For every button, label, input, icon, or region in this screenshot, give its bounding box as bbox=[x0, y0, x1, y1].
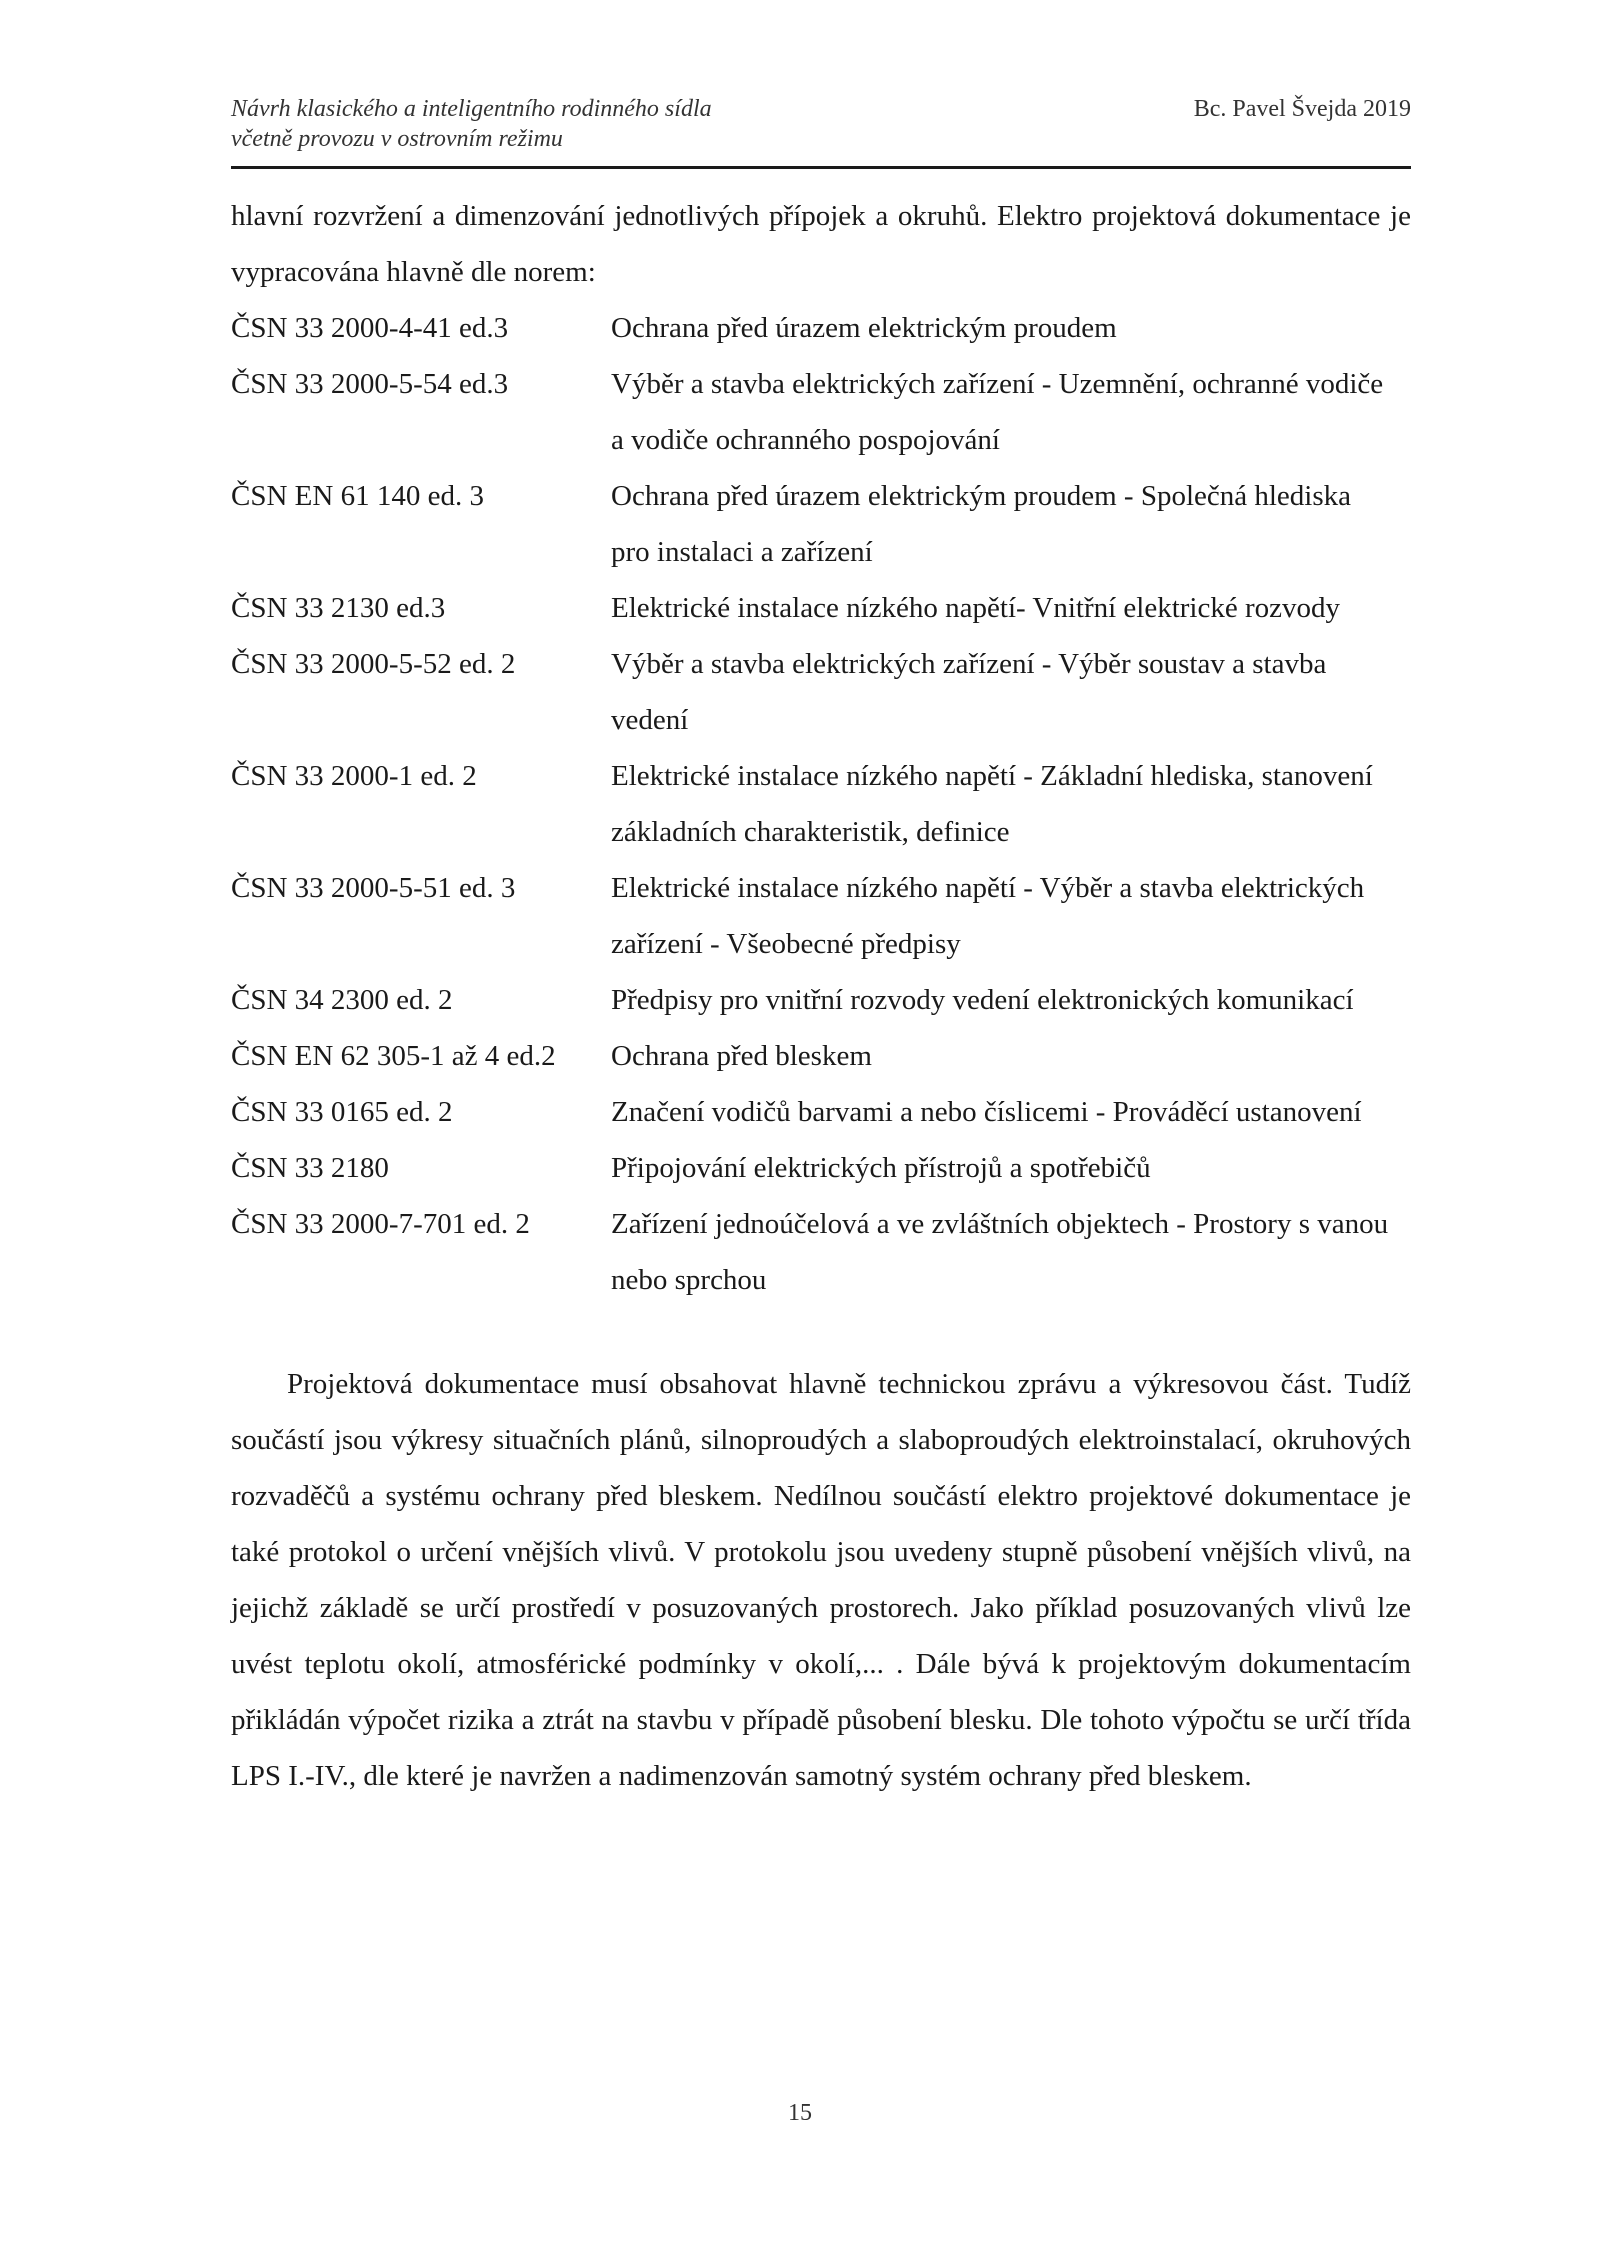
body-paragraph: Projektová dokumentace musí obsahovat hlavně technickou zprávu a výkresovou část. Tudíž součástí jsou výkresy situačních plánů, silnoproudých a slaboproudých elektroinstalací, okruhových rozvaděčů a systému ochrany před bleskem. Nedílnou součástí elektro projektové dokumentace je také protokol o určení vnějších vlivů. V protokolu jsou uvedeny stupně působení vnějších vlivů, na jejichž základě se určí prostředí v posuzovaných prostorech. Jako příklad posuzovaných vlivů lze uvést teplotu okolí, atmosférické podmínky v okolí,... . Dále bývá k projektovým dokumentacím přikládán výpočet rizika a ztrát na stavbu v případě působení blesku. Dle tohoto výpočtu se určí třída LPS I.-IV., dle které je navržen a nadimenzován samotný systém ochrany před bleskem. bbox=[231, 1368, 1411, 1792]
standard-code: ČSN 33 2130 ed.3 bbox=[231, 592, 446, 624]
standard-title: Předpisy pro vnitřní rozvody vedení elektronických komunikací bbox=[611, 984, 1354, 1016]
document-title-line-1: Návrh klasického a inteligentního rodinného sídla bbox=[231, 96, 712, 122]
standard-row bbox=[231, 356, 1411, 468]
author-year: Bc. Pavel Švejda 2019 bbox=[1193, 96, 1411, 122]
standard-row bbox=[231, 468, 1411, 580]
page-header bbox=[231, 94, 1411, 169]
standard-code: ČSN 33 2000-7-701 ed. 2 bbox=[231, 1208, 530, 1240]
standard-title: Ochrana před úrazem elektrickým proudem - Společná hlediska pro instalaci a zařízení bbox=[611, 480, 1352, 568]
standard-code: ČSN 33 0165 ed. 2 bbox=[231, 1096, 453, 1128]
document-title bbox=[231, 94, 712, 154]
standard-title: Značení vodičů barvami a nebo číslicemi - Prováděcí ustanovení bbox=[611, 1096, 1362, 1128]
standard-row bbox=[231, 860, 1411, 972]
standard-title: Elektrické instalace nízkého napětí - Základní hlediska, stanovení základních charakteristik, definice bbox=[611, 760, 1373, 848]
standard-code: ČSN EN 61 140 ed. 3 bbox=[231, 480, 484, 512]
standard-title: Elektrické instalace nízkého napětí- Vnitřní elektrické rozvody bbox=[611, 592, 1341, 624]
standard-title: Ochrana před bleskem bbox=[611, 1040, 872, 1072]
standard-title: Ochrana před úrazem elektrickým proudem bbox=[611, 312, 1117, 344]
standard-title: Výběr a stavba elektrických zařízení - Uzemnění, ochranné vodiče a vodiče ochranného pospojování bbox=[611, 368, 1384, 456]
standards-list bbox=[231, 300, 1411, 1308]
page-body bbox=[231, 188, 1411, 1804]
standard-code: ČSN EN 62 305-1 až 4 ed.2 bbox=[231, 1040, 556, 1072]
standard-code: ČSN 34 2300 ed. 2 bbox=[231, 984, 453, 1016]
standard-row bbox=[231, 300, 1411, 356]
standard-row bbox=[231, 1140, 1411, 1196]
page-number: 15 bbox=[788, 2100, 812, 2126]
standard-title: Výběr a stavba elektrických zařízení - Výběr soustav a stavba vedení bbox=[611, 648, 1327, 736]
standard-code: ČSN 33 2180 bbox=[231, 1152, 389, 1184]
standard-row bbox=[231, 1084, 1411, 1140]
standard-code: ČSN 33 2000-5-52 ed. 2 bbox=[231, 648, 516, 680]
standard-row bbox=[231, 972, 1411, 1028]
standard-row bbox=[231, 580, 1411, 636]
document-title-line-2: včetně provozu v ostrovním režimu bbox=[231, 126, 563, 152]
standard-row bbox=[231, 1196, 1411, 1308]
standard-title: Zařízení jednoúčelová a ve zvláštních objektech - Prostory s vanou nebo sprchou bbox=[611, 1208, 1389, 1296]
intro-paragraph: hlavní rozvržení a dimenzování jednotlivých přípojek a okruhů. Elektro projektová dokumentace je vypracována hlavně dle norem: bbox=[231, 200, 1411, 288]
standard-title: Připojování elektrických přístrojů a spotřebičů bbox=[611, 1152, 1151, 1184]
standard-code: ČSN 33 2000-5-54 ed.3 bbox=[231, 368, 509, 400]
standard-row bbox=[231, 748, 1411, 860]
standard-row bbox=[231, 636, 1411, 748]
standard-code: ČSN 33 2000-1 ed. 2 bbox=[231, 760, 477, 792]
standard-title: Elektrické instalace nízkého napětí - Výběr a stavba elektrických zařízení - Všeobecné předpisy bbox=[611, 872, 1365, 960]
standard-code: ČSN 33 2000-5-51 ed. 3 bbox=[231, 872, 516, 904]
standard-row bbox=[231, 1028, 1411, 1084]
standard-code: ČSN 33 2000-4-41 ed.3 bbox=[231, 312, 509, 344]
